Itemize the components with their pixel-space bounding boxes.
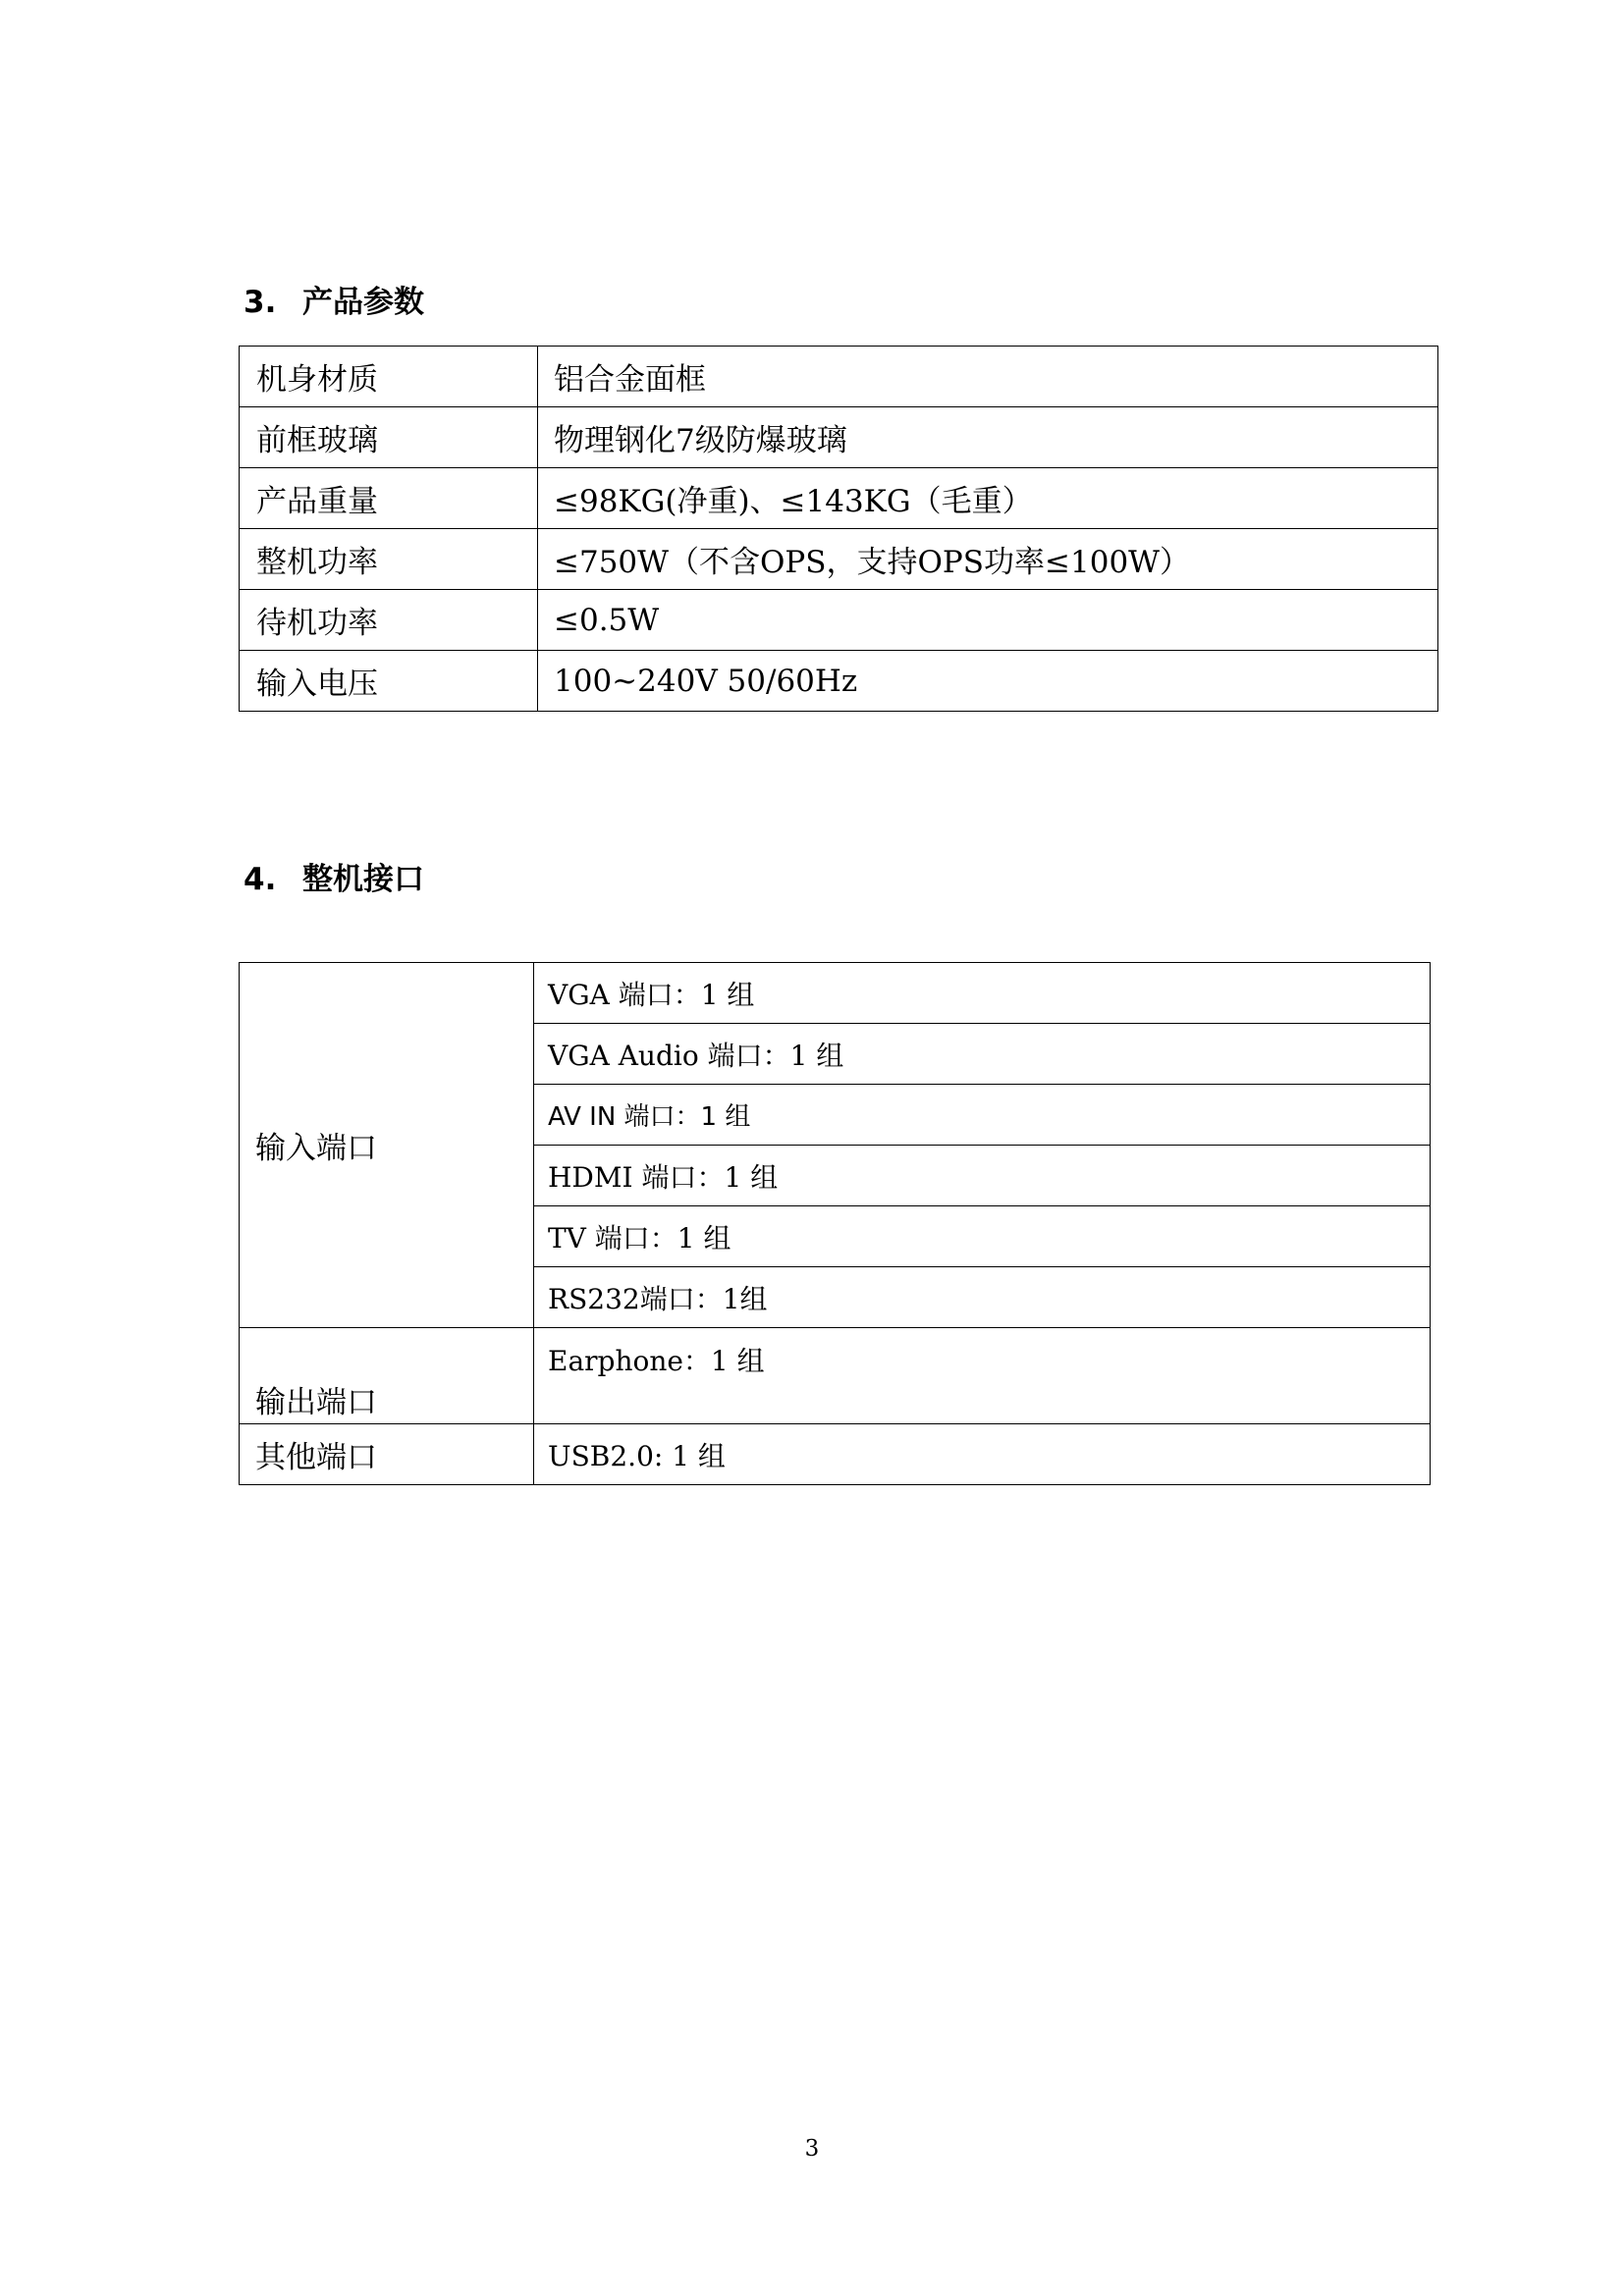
page-number: 3	[804, 2136, 820, 2162]
port-value: RS232端口：1组	[534, 1267, 1431, 1328]
section-4-heading	[244, 860, 424, 899]
table-row	[240, 1424, 1431, 1485]
param-value: ≤0.5W	[538, 590, 1438, 651]
port-value: TV 端口：1 组	[534, 1206, 1431, 1267]
param-label: 待机功率	[240, 590, 538, 651]
param-value: ≤98KG(净重)、≤143KG（毛重）	[538, 468, 1438, 529]
param-label: 机身材质	[240, 347, 538, 407]
section-3-title: 产品参数	[302, 285, 424, 320]
param-value: 100~240V 50/60Hz	[538, 651, 1438, 712]
table-row	[240, 407, 1438, 468]
port-value: USB2.0: 1 组	[534, 1424, 1431, 1485]
input-ports-label: 输入端口	[240, 963, 534, 1328]
port-value	[534, 1085, 1431, 1146]
param-value: 物理钢化7级防爆玻璃	[538, 407, 1438, 468]
section-4-number: 4.	[244, 862, 277, 897]
table-row	[240, 1328, 1431, 1424]
ports-table	[239, 962, 1431, 1485]
other-ports-label: 其他端口	[240, 1424, 534, 1485]
section-3-heading	[244, 283, 424, 322]
product-parameters-table	[239, 346, 1438, 712]
param-label: 输入电压	[240, 651, 538, 712]
table-row	[240, 651, 1438, 712]
param-label: 产品重量	[240, 468, 538, 529]
section-4-title: 整机接口	[302, 862, 424, 897]
param-value: ≤750W（不含OPS，支持OPS功率≤100W）	[538, 529, 1438, 590]
table-row	[240, 347, 1438, 407]
table-row	[240, 963, 1431, 1024]
port-value: Earphone：1 组	[534, 1328, 1431, 1424]
port-value-text: AV IN 端口：1 组	[548, 1102, 751, 1132]
port-value: HDMI 端口：1 组	[534, 1146, 1431, 1206]
table-row	[240, 590, 1438, 651]
section-3-number: 3.	[244, 285, 277, 320]
param-value: 铝合金面框	[538, 347, 1438, 407]
param-label: 前框玻璃	[240, 407, 538, 468]
port-value: VGA 端口：1 组	[534, 963, 1431, 1024]
port-value: VGA Audio 端口：1 组	[534, 1024, 1431, 1085]
param-label: 整机功率	[240, 529, 538, 590]
table-row	[240, 529, 1438, 590]
table-row	[240, 468, 1438, 529]
output-ports-label: 输出端口	[240, 1328, 534, 1424]
